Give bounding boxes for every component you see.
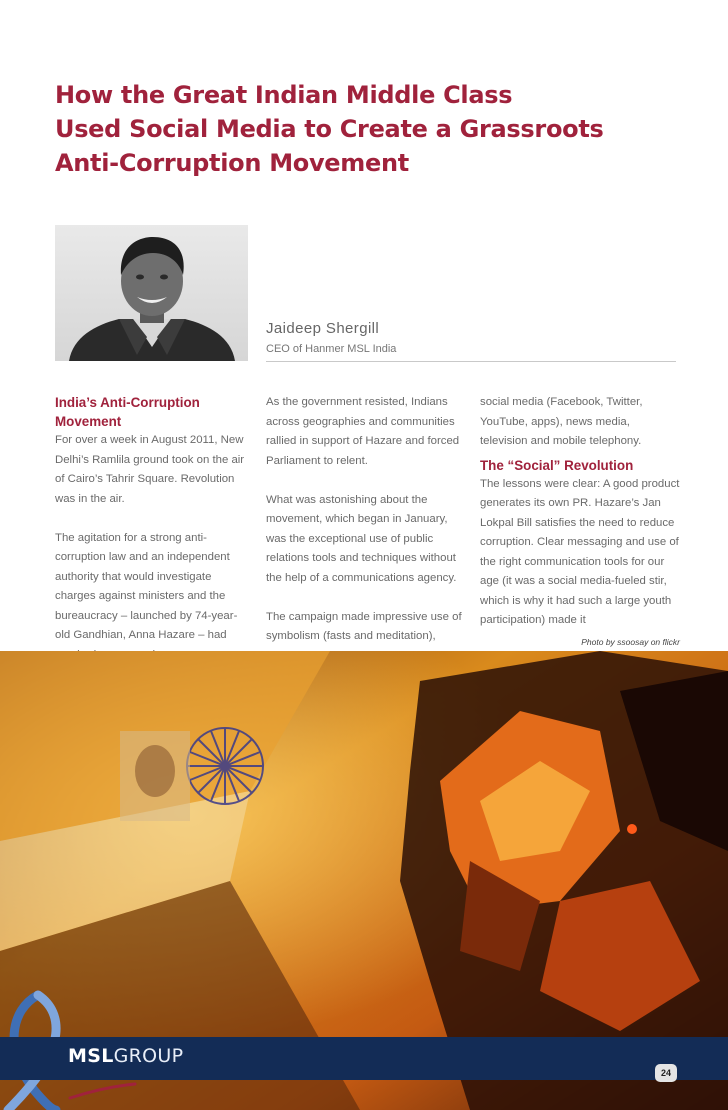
title-line-2: Used Social Media to Create a Grassroots <box>55 115 604 143</box>
paragraph: As the government resisted, Indians across geographies and communities rallied in support of Hazare and forced Parliament to relent. <box>266 396 460 467</box>
paragraph: What was astonishing about the movement, which began in January, was the exceptional use of public relations tools and techniques without the help of a communications agency. <box>266 493 457 584</box>
logo-light-text: GROUP <box>113 1045 184 1067</box>
author-name: Jaideep Shergill <box>266 320 380 337</box>
column-3 <box>480 393 680 631</box>
author-portrait <box>55 225 248 361</box>
page-number: 24 <box>655 1064 677 1082</box>
msl-group-logo <box>68 1045 183 1067</box>
paragraph: The lessons were clear: A good product generates its own PR. Hazare’s Jan Lokpal Bill satisfies the need to reduce corruption. Clear messaging and use of the right communication tools for our age (it was a social media-fueled stir, which is why it had such a large youth participation) made it <box>480 477 680 626</box>
paragraph: The campaign made impressive use of symbolism (fasts and meditation), <box>266 610 462 642</box>
section-heading-social-revolution: The “Social” Revolution <box>480 457 634 473</box>
article-title <box>55 78 655 180</box>
column-2 <box>266 393 468 647</box>
section-heading-anti-corruption: India’s Anti-Corruption Movement <box>55 395 200 429</box>
paragraph: The agitation for a strong anti-corruption law and an independent authority that would investigate charges against ministers and the bureaucracy – launched by 74-year-old Gandhian, Anna Hazare – had <box>55 531 238 641</box>
title-line-3: Anti-Corruption Movement <box>55 149 409 177</box>
photo-credit: Photo by ssoosay on flickr <box>581 637 680 647</box>
author-divider <box>266 361 676 362</box>
paragraph: social media (Facebook, Twitter, YouTube, apps), news media, television and mobile telephony. <box>480 396 643 447</box>
title-line-1: How the Great Indian Middle Class <box>55 81 513 109</box>
paragraph: For over a week in August 2011, New Delhi’s Ramlila ground took on the air of Cairo’s Tahrir Square. Revolution was in the air. <box>55 434 245 505</box>
column-1 <box>55 393 251 665</box>
author-role: CEO of Hanmer MSL India <box>266 343 397 355</box>
logo-bold-text: MSL <box>68 1045 114 1067</box>
